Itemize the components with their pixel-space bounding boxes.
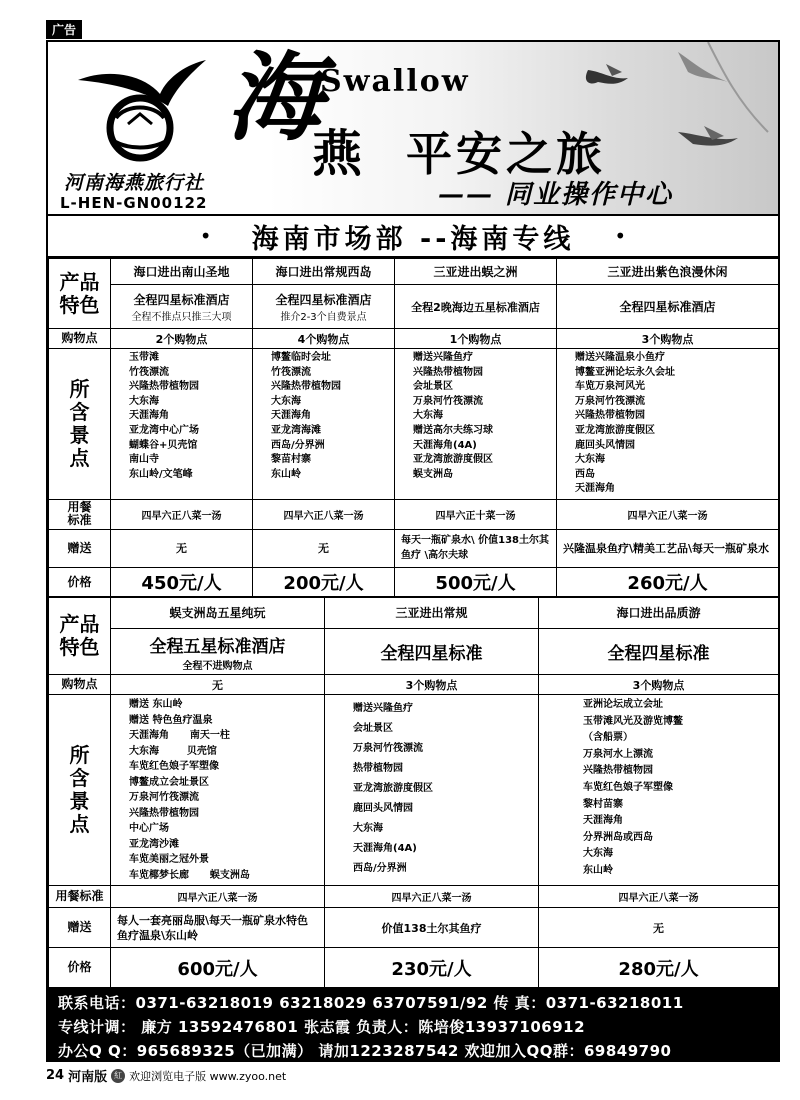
spot-item: 车览椰梦长廊 蜈支洲岛 [129, 869, 250, 881]
contact-panel [48, 988, 778, 1062]
label-spots: 所 含 景 点 [49, 695, 111, 886]
price: 500元/人 [395, 567, 557, 597]
spot-item: 大东海 [575, 454, 605, 466]
spot-item: 亚龙湾海滩 [271, 424, 321, 436]
hotel-main: 全程四星标准 [380, 644, 483, 664]
label-meals: 用餐 标准 [49, 499, 111, 529]
spot-item: 玉带滩风光及游览博鳌 [583, 715, 683, 727]
price: 200元/人 [253, 567, 395, 597]
spot-item: 亚龙湾旅游度假区 [413, 454, 493, 466]
meal-standard: 四早六正八菜一汤 [539, 886, 779, 908]
spot-item: 东山岭 [271, 468, 301, 480]
shopping-count: 1个购物点 [395, 329, 557, 349]
spot-item: 天涯海角(4A) [413, 439, 477, 451]
price: 260元/人 [557, 567, 779, 597]
spots-list [111, 695, 325, 886]
spot-item: 亚龙湾沙滩 [129, 838, 179, 850]
meal-standard: 四早六正八菜一汤 [111, 499, 253, 529]
spot-item: 西岛 [575, 468, 595, 480]
spot-item: 赠送高尔夫练习球 [413, 424, 493, 436]
swallow-logo-icon [68, 54, 208, 164]
spot-item: 南山寺 [129, 454, 159, 466]
contact-staff-line: 专线计调： 廉方 13592476801 张志霞 负责人：陈培俊13937106912 [58, 1018, 586, 1036]
hotel-cell [539, 629, 779, 675]
price: 450元/人 [111, 567, 253, 597]
shopping-count: 4个购物点 [253, 329, 395, 349]
spot-item: 万泉河竹筏漂流 [575, 395, 645, 407]
spot-item: 赠送 特色鱼疗温泉 [129, 714, 213, 726]
gift-value: 每人一套亮丽岛服\每天一瓶矿泉水特色鱼疗温泉\东山岭 [111, 908, 325, 948]
spot-item: 蜈支洲岛 [413, 468, 453, 480]
spot-item: 热带植物园 [353, 763, 403, 774]
spots-list [325, 695, 539, 886]
spot-item: 万泉河竹筏漂流 [129, 792, 199, 803]
spot-item: 天涯海角 [129, 410, 169, 422]
hotel-main: 全程四星标准酒店 [619, 300, 716, 314]
hotel-cell [325, 629, 539, 675]
spot-item: 博鳌临时会址 [271, 352, 331, 363]
spot-item: 黎苗村寨 [271, 454, 311, 466]
spot-item: 兴隆热带植物园 [129, 381, 199, 393]
spot-item: 分界洲岛或西岛 [583, 831, 653, 843]
spot-item: 中心广场 [129, 823, 169, 834]
routes-table-1 [48, 258, 779, 598]
hotel-cell [111, 629, 325, 675]
spot-item: 鹿回头风情园 [575, 439, 635, 451]
bullet-right: • [614, 224, 627, 248]
bullet-left: • [199, 224, 212, 248]
spot-item: 万泉河竹筏漂流 [413, 395, 483, 407]
spots-list [539, 695, 779, 886]
hotel-sub: 全程不推点只推三大项 [131, 311, 232, 323]
route-name: 海口进出品质游 [539, 597, 779, 629]
spot-item: 东山岭 [583, 864, 613, 876]
shopping-count: 2个购物点 [111, 329, 253, 349]
ad-tag: 广告 [46, 20, 82, 39]
label-shopping: 购物点 [49, 675, 111, 695]
label-shopping: 购物点 [49, 329, 111, 349]
meal-standard: 四早六正八菜一汤 [557, 499, 779, 529]
hotel-cell [557, 285, 779, 329]
agency-name: 河南海燕旅行社 [64, 172, 205, 194]
section-banner [48, 214, 778, 258]
spot-item: 赠送兴隆鱼疗 [413, 352, 473, 363]
spot-item: 天涯海角 [583, 815, 623, 827]
contact-qq-line: 办公Q Q：965689325（已加满） 请加1223287542 欢迎加入QQ群：69849790 [58, 1042, 672, 1060]
shopping-count: 无 [111, 675, 325, 695]
spot-item: 赠送兴隆温泉小鱼疗 [575, 352, 665, 363]
spot-item: 黎村苗寨 [583, 798, 623, 810]
spots-list [111, 349, 253, 500]
spot-item: 天涯海角 [271, 410, 311, 422]
page-number: 24 [46, 1068, 65, 1083]
hotel-cell [395, 285, 557, 329]
hotel-main: 全程四星标准 [607, 644, 710, 664]
spot-item: 蝴蝶谷+贝壳馆 [129, 439, 198, 451]
spot-item: 大东海 贝壳馆 [129, 745, 217, 757]
spot-item: 天涯海角 [575, 483, 615, 495]
spot-item: 车览万泉河风光 [575, 381, 645, 393]
meal-standard: 四早六正八菜一汤 [253, 499, 395, 529]
price: 600元/人 [111, 948, 325, 988]
gift-value: 每天一瓶矿泉水\ 价值138土尔其鱼疗 \高尔夫球 [395, 529, 557, 567]
hotel-main: 全程四星标准酒店 [275, 292, 372, 307]
spot-item: 会址景区 [413, 381, 453, 393]
spot-item: 大东海 [353, 823, 383, 834]
page-footer [46, 1066, 286, 1085]
spots-list [395, 349, 557, 500]
spot-item: 车览红色娘子军塑像 [129, 761, 219, 772]
flying-birds-icon [528, 42, 778, 214]
spot-item: 大东海 [271, 395, 301, 407]
spot-item: 车览美丽之冠外景 [129, 854, 209, 865]
spots-list [557, 349, 779, 500]
gift-value: 无 [253, 529, 395, 567]
route-name: 海口进出常规西岛 [253, 259, 395, 285]
spot-item: 赠送 东山岭 [129, 699, 183, 710]
spot-item: 大东海 [583, 848, 613, 860]
label-gift: 赠送 [49, 529, 111, 567]
spot-item: 会址景区 [353, 723, 393, 734]
hotel-cell [253, 285, 395, 329]
license-number: L-HEN-GN00122 [60, 194, 208, 212]
spot-item: 东山岭/文笔峰 [129, 468, 193, 480]
hotel-sub: 推介2-3个自费景点 [280, 311, 367, 323]
spot-item: 万泉河水上漂流 [583, 748, 653, 760]
gift-value: 价值138土尔其鱼疗 [325, 908, 539, 948]
brand-char-hai: 海 [226, 42, 322, 154]
shopping-count: 3个购物点 [557, 329, 779, 349]
spot-item: 西岛/分界洲 [353, 863, 407, 874]
spot-item: 亚龙湾中心广场 [129, 424, 199, 436]
hotel-main: 全程四星标准酒店 [133, 292, 230, 307]
spot-item: 玉带滩 [129, 352, 159, 363]
spot-item: 兴隆热带植物园 [271, 381, 341, 393]
spot-item: 万泉河竹筏漂流 [353, 743, 423, 754]
meal-standard: 四早六正十菜一汤 [395, 499, 557, 529]
spot-item: 竹筏漂流 [271, 366, 311, 378]
spot-item: 西岛/分界洲 [271, 439, 325, 451]
route-name: 三亚进出常规 [325, 597, 539, 629]
routes-table-2 [48, 596, 779, 988]
edition-label: 河南版 [68, 1070, 108, 1085]
slogan: 平安之旅 [406, 127, 606, 181]
price: 230元/人 [325, 948, 539, 988]
spot-item: 赠送兴隆鱼疗 [353, 703, 413, 714]
spot-item: 大东海 [129, 395, 159, 407]
label-product: 产品 特色 [49, 259, 111, 329]
route-name: 三亚进出紫色浪漫休闲 [557, 259, 779, 285]
spot-item: 鹿回头风情园 [353, 803, 413, 814]
meal-standard: 四早六正八菜一汤 [325, 886, 539, 908]
spot-item: 亚龙湾旅游度假区 [353, 783, 433, 794]
spot-item: （含船票） [583, 732, 633, 744]
gift-value: 兴隆温泉鱼疗\精美工艺品\每天一瓶矿泉水 [557, 529, 779, 567]
spot-item: 兴隆热带植物园 [129, 807, 199, 819]
brand-char-yan: 燕 [312, 124, 362, 183]
shopping-count: 3个购物点 [325, 675, 539, 695]
spot-item: 天涯海角(4A) [353, 843, 417, 854]
subtitle: —— 同业操作中心 [438, 180, 674, 210]
hotel-main: 全程2晚海边五星标准酒店 [411, 300, 540, 314]
label-meals: 用餐标准 [49, 886, 111, 908]
spot-item: 竹筏漂流 [129, 366, 169, 378]
label-product: 产品 特色 [49, 597, 111, 675]
hotel-cell [111, 285, 253, 329]
spot-item: 亚龙湾旅游度假区 [575, 424, 655, 436]
gift-value: 无 [539, 908, 779, 948]
ad-frame [46, 40, 780, 1062]
label-price: 价格 [49, 948, 111, 988]
spot-item: 车览红色娘子军塑像 [583, 781, 673, 793]
contact-phone-line: 联系电话：0371-63218019 63218029 63707591/92 传 真：0371-63218011 [58, 994, 684, 1012]
spot-item: 大东海 [413, 410, 443, 422]
hotel-sub: 全程不进购物点 [182, 660, 253, 672]
meal-standard: 四早六正八菜一汤 [111, 886, 325, 908]
gift-value: 无 [111, 529, 253, 567]
website-text: 欢迎浏览电子版 www.zyoo.net [129, 1069, 287, 1083]
label-gift: 赠送 [49, 908, 111, 948]
header [48, 42, 778, 214]
price: 280元/人 [539, 948, 779, 988]
label-spots: 所 含 景 点 [49, 349, 111, 500]
route-name: 蜈支洲岛五星纯玩 [111, 597, 325, 629]
shopping-count: 3个购物点 [539, 675, 779, 695]
spot-item: 博鳌亚洲论坛永久会址 [575, 366, 675, 378]
spot-item: 亚洲论坛成立会址 [583, 699, 663, 710]
banner-title: 海南市场部 --海南专线 [251, 223, 575, 255]
spot-item: 兴隆热带植物园 [575, 410, 645, 422]
spot-item: 博鳌成立会址景区 [129, 776, 209, 788]
spots-list [253, 349, 395, 500]
hotel-main: 全程五星标准酒店 [149, 636, 286, 657]
spot-item: 兴隆热带植物园 [583, 765, 653, 777]
route-name: 三亚进出蜈之洲 [395, 259, 557, 285]
brand-english: Swallow [320, 64, 470, 99]
spot-item: 天涯海角 南天一柱 [129, 730, 230, 741]
route-name: 海口进出南山圣地 [111, 259, 253, 285]
spot-item: 兴隆热带植物园 [413, 366, 483, 378]
label-price: 价格 [49, 567, 111, 597]
edition-badge-icon: 紅 [111, 1069, 125, 1083]
